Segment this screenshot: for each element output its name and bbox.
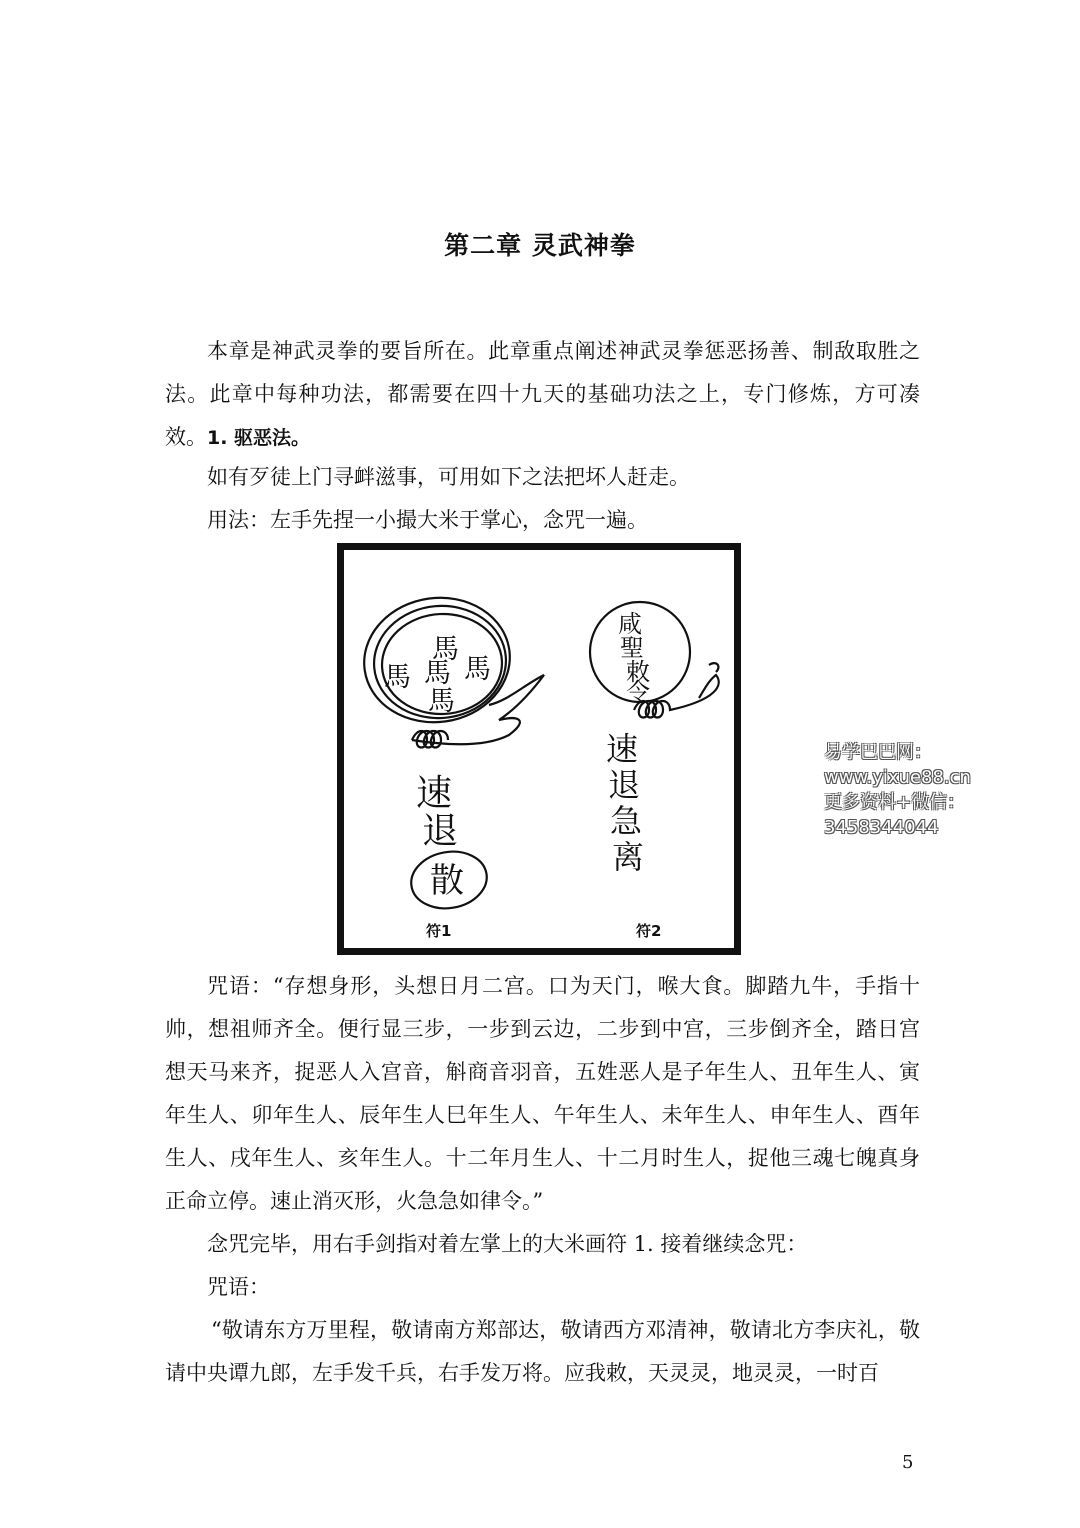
watermark-line: 更多资料+微信：3458344044 [824, 792, 966, 838]
charm-1-glyph: 馬 [464, 654, 491, 685]
charm-1-glyph: 馬 [428, 686, 455, 717]
charm-2-glyph: 离 [612, 838, 645, 876]
charm-2-label: 符2 [636, 922, 662, 940]
charm-drawings [344, 550, 734, 948]
charm-1-glyph: 散 [430, 861, 464, 901]
watermark-line: 易学巴巴网：www.yixue88.cn [824, 742, 971, 788]
page-number: 5 [902, 1452, 914, 1473]
paragraph-continue: 念咒完毕，用右手剑指对着左掌上的大米画符 1. 接着继续念咒： [207, 1232, 808, 1256]
charm-1-glyph: 速 [416, 773, 453, 814]
charm-1-glyph: 退 [422, 811, 459, 852]
charm-1-glyph: 馬 [384, 662, 411, 693]
charm-2-glyph: 令 [626, 678, 650, 706]
charm-2-glyph: 退 [608, 766, 641, 804]
section-heading: 1. 驱恶法。 [207, 427, 311, 449]
incantation-paragraph: 咒语：“存想身形，头想日月二宫。口为天门，喉大食。脚踏九牛，手指十帅，想祖师齐全。便行显三步，一步到云边，二步到中宫，三步倒齐全，踏日宫想天马来齐，捉恶人入宫音，斛商音羽音，五姓恶人是子年生人、丑年生人、寅年生人、卯年生人、辰年生人巳年生人、午年生人、未年生人、申年生人、酉年生人、戌年生人、亥年生人。十二年月生人、十二月时生人，捉他三魂七魄真身正命立停。速止消灭形，火急急如律令。” [165, 974, 920, 1213]
charm-1-glyph: 馬 [424, 658, 451, 689]
incantation-paragraph-2: “敬请东方万里程，敬请南方郑部达，敬请西方邓清神，敬请北方李庆礼，敬请中央谭九郎，左手发千兵，右手发万将。应我敕，天灵灵，地灵灵，一时百 [165, 1318, 920, 1385]
charm-1-label: 符1 [426, 922, 452, 940]
charm-2-glyph: 聖 [620, 634, 644, 662]
charm-2-glyph: 速 [606, 730, 639, 768]
charm-2-glyph: 咸 [618, 610, 642, 638]
charm-2-seal [590, 602, 719, 718]
charm-1-glyph: 馬 [432, 634, 459, 665]
charm-2-glyph: 敕 [626, 658, 650, 686]
charm-2-glyph: 急 [610, 802, 643, 840]
incantation-label: 咒语： [207, 1275, 270, 1299]
charm-figure [337, 543, 741, 955]
watermark [824, 740, 1069, 840]
paragraph-purpose: 如有歹徒上门寻衅滋事，可用如下之法把坏人赶走。 [207, 465, 690, 489]
paragraph-usage: 用法：左手先捏一小撮大米于掌心，念咒一遍。 [207, 508, 648, 532]
intro-paragraph: 本章是神武灵拳的要旨所在。此章重点阐述神武灵拳惩恶扬善、制敌取胜之法。此章中每种功法，都需要在四十九天的基础功法之上，专门修炼，方可凑效。 [165, 339, 920, 449]
chapter-title: 第二章 灵武神拳 [444, 231, 636, 260]
